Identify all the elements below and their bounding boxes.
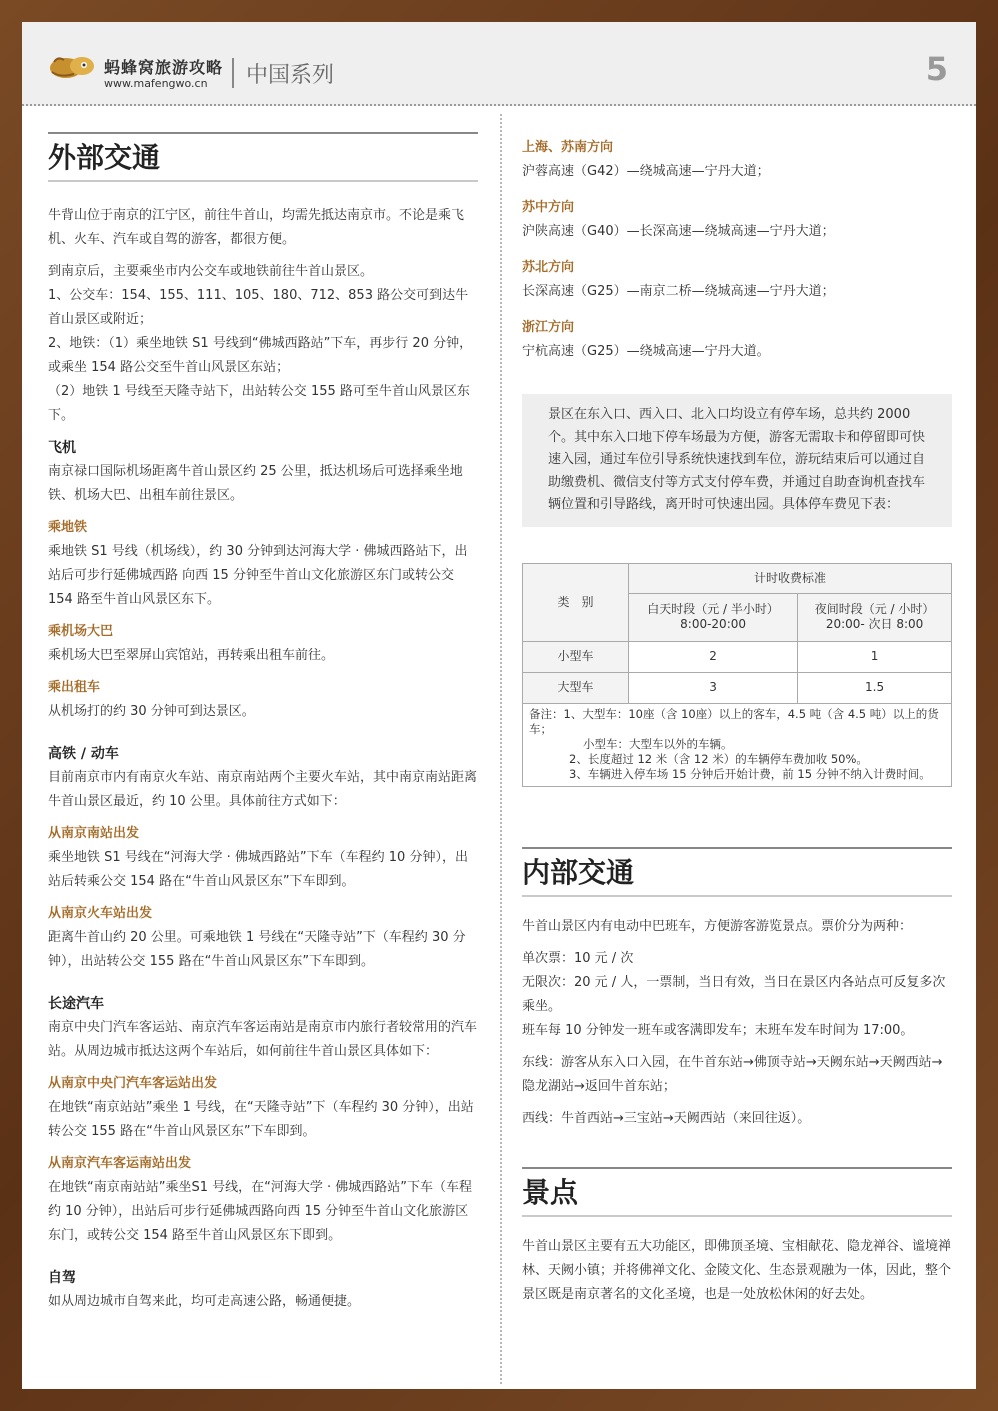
parking-fee-table [522, 563, 952, 704]
paragraph: 在地铁“南京站站”乘坐 1 号线，在“天隆寺站”下（车程约 30 分钟），出站转公交 155 路在“牛首山风景区东”下车即到。 [48, 1100, 474, 1139]
section-title-external: 外部交通 [48, 132, 478, 182]
subheading: 浙江方向 [522, 320, 575, 335]
note-line: 小型车：大型车以外的车辆。 [583, 736, 733, 751]
subheading: 上海、苏南方向 [522, 140, 614, 155]
paragraph: 从机场打的约 30 分钟可到达景区。 [48, 704, 255, 719]
page-number: 5 [925, 50, 948, 88]
table-cell: 3 [629, 672, 798, 703]
right-column [522, 136, 952, 1307]
subheading: 苏中方向 [522, 200, 575, 215]
note-line: 备注：1、大型车：10座（含 10座）以上的客车，4.5 吨（含 4.5 吨）以上的货车； [529, 706, 939, 736]
subheading: 自驾 [48, 1270, 76, 1286]
subheading: 从南京汽车客运南站出发 [48, 1156, 192, 1171]
paragraph: （2）地铁 1 号线至天隆寺站下，出站转公交 155 路可至牛首山风景区东下。 [48, 384, 470, 423]
paragraph: 距离牛首山约 20 公里。可乘地铁 1 号线在“天隆寺站”下（车程约 30 分钟），出站转公交 155 路在“牛首山风景区东”下车即到。 [48, 930, 466, 969]
paragraph: 乘地铁 S1 号线（机场线），约 30 分钟到达河海大学 · 佛城西路站下，出站后可步行延佛城西路 向西 15 分钟至牛首山文化旅游区东门或转公交 154 路至牛首山风景区东下。 [48, 544, 468, 607]
subheading: 高铁 / 动车 [48, 746, 119, 762]
parking-info-box [522, 394, 952, 527]
paragraph: 无限次：20 元 / 人，一票制，当日有效，当日在景区内各站点可反复多次乘坐。 [522, 974, 946, 1014]
table-header-label: 夜间时段（元 / 小时） [814, 602, 935, 616]
table-row [523, 672, 952, 703]
paragraph: 牛背山位于南京的江宁区，前往牛首山，均需先抵达南京市。不论是乘飞机、火车、汽车或自驾的游客，都很方便。 [48, 208, 465, 247]
paragraph: 2、地铁：（1）乘坐地铁 S1 号线到“佛城西路站”下车，再步行 20 分钟，或乘坐 154 路公交至牛首山风景区东站； [48, 336, 473, 375]
paragraph: 牛首山景区主要有五大功能区，即佛顶圣境、宝相献花、隐龙禅谷、谧境禅林、天阙小镇；并将佛禅文化、金陵文化、生态景观融为一体，因此，整个景区既是南京著名的文化圣境，也是一处放松休闲的好去处。 [522, 1238, 952, 1302]
section-title-internal: 内部交通 [522, 847, 952, 897]
paragraph: 目前南京市内有南京火车站、南京南站两个主要火车站，其中南京南站距离牛首山景区最近，约 10 公里。具体前往方式如下： [48, 770, 478, 809]
table-row [523, 641, 952, 672]
table-cell: 2 [629, 641, 798, 672]
table-header-label: 白天时段（元 / 半小时） [647, 602, 779, 616]
note-line: 3、车辆进入停车场 15 分钟后开始计费，前 15 分钟不纳入计费时间。 [569, 766, 931, 781]
table-header-time: 20:00- 次日 8:00 [825, 617, 924, 631]
header-separator [232, 58, 234, 88]
table-cell: 1.5 [798, 672, 952, 703]
note-line: 2、长度超过 12 米（含 12 米）的车辆停车费加收 50%。 [569, 751, 868, 766]
series-title: 中国系列 [246, 63, 335, 88]
paragraph: 宁杭高速（G25）—绕城高速—宁丹大道。 [522, 344, 770, 359]
table-cell: 大型车 [523, 672, 629, 703]
table-header: 类 别 [523, 563, 629, 641]
paragraph: 长深高速（G25）—南京二桥—绕城高速—宁丹大道； [522, 284, 835, 299]
paragraph: 南京禄口国际机场距离牛首山景区约 25 公里，抵达机场后可选择乘坐地铁、机场大巴、出租车前往景区。 [48, 464, 463, 503]
mafengwo-logo-icon [48, 54, 98, 80]
paragraph: 沪蓉高速（G42）—绕城高速—宁丹大道； [522, 164, 770, 179]
subheading: 飞机 [48, 440, 76, 456]
subheading: 苏北方向 [522, 260, 575, 275]
table-header: 计时收费标准 [629, 563, 952, 593]
table-cell: 1 [798, 641, 952, 672]
paragraph: 单次票：10 元 / 次 [522, 950, 634, 966]
paragraph: 南京中央门汽车客运站、南京汽车客运南站是南京市内旅行者较常用的汽车站。从周边城市抵达这两个车站后，如何前往牛首山景区具体如下： [48, 1020, 478, 1059]
paragraph: 到南京后，主要乘坐市内公交车或地铁前往牛首山景区。 [48, 264, 374, 279]
paragraph: 东线：游客从东入口入园，在牛首东站→佛顶寺站→天阙东站→天阙西站→隐龙湖站→返回牛首东站； [522, 1054, 943, 1094]
paragraph: 如从周边城市自驾来此，均可走高速公路，畅通便捷。 [48, 1294, 361, 1309]
table-header-time: 8:00-20:00 [680, 617, 746, 631]
section-title-spots: 景点 [522, 1167, 952, 1217]
paragraph: 乘机场大巴至翠屏山宾馆站，再转乘出租车前往。 [48, 648, 335, 663]
table-cell: 小型车 [523, 641, 629, 672]
subheading: 从南京火车站出发 [48, 906, 153, 921]
paragraph: 牛首山景区内有电动中巴班车，方便游客游览景点。票价分为两种： [522, 918, 913, 934]
left-column [48, 132, 478, 1314]
subheading: 长途汽车 [48, 996, 104, 1012]
paragraph: 沪陕高速（G40）—长深高速—绕城高速—宁丹大道； [522, 224, 835, 239]
paragraph: 1、公交车：154、155、111、105、180、712、853 路公交可到达牛首山景区或附近； [48, 288, 469, 327]
subheading: 乘机场大巴 [48, 624, 114, 639]
paragraph: 在地铁“南京南站站”乘坐S1 号线，在“河海大学 · 佛城西路站”下车（车程约 10 分钟），出站后可步行延佛城西路向西 15 分钟至牛首山文化旅游区东门，或转公交 154 路至牛首山风景区东下即到。 [48, 1180, 472, 1243]
table-header [798, 593, 952, 641]
table-notes [522, 704, 952, 787]
column-divider [500, 114, 502, 1384]
paragraph: 班车每 10 分钟发一班车或客满即发车；末班车发车时间为 17:00。 [522, 1022, 914, 1038]
page-header [22, 22, 976, 106]
brand-url: www.mafengwo.cn [104, 77, 208, 90]
paragraph: 乘坐地铁 S1 号线在“河海大学 · 佛城西路站”下车（车程约 10 分钟），出站后转乘公交 154 路在“牛首山风景区东”下车即到。 [48, 850, 468, 889]
subheading: 乘地铁 [48, 520, 88, 535]
paragraph: 西线：牛首西站→三宝站→天阙西站（来回往返）。 [522, 1110, 811, 1126]
brand-name: 蚂蜂窝旅游攻略 [104, 58, 224, 77]
subheading: 乘出租车 [48, 680, 101, 695]
table-header [629, 593, 798, 641]
page [22, 22, 976, 1389]
subheading: 从南京中央门汽车客运站出发 [48, 1076, 218, 1091]
paragraph: 景区在东入口、西入口、北入口均设立有停车场，总共约 2000 个。其中东入口地下停车场最为方便，游客无需取卡和停留即可快速入园，通过车位引导系统快速找到车位，游玩结束后可以通过自助缴费机、微信支付等方式支付停车费，并通过自助查询机查找车辆位置和引导路线，离开时可快速出园。具体停车费见下表： [548, 407, 926, 512]
subheading: 从南京南站出发 [48, 826, 140, 841]
